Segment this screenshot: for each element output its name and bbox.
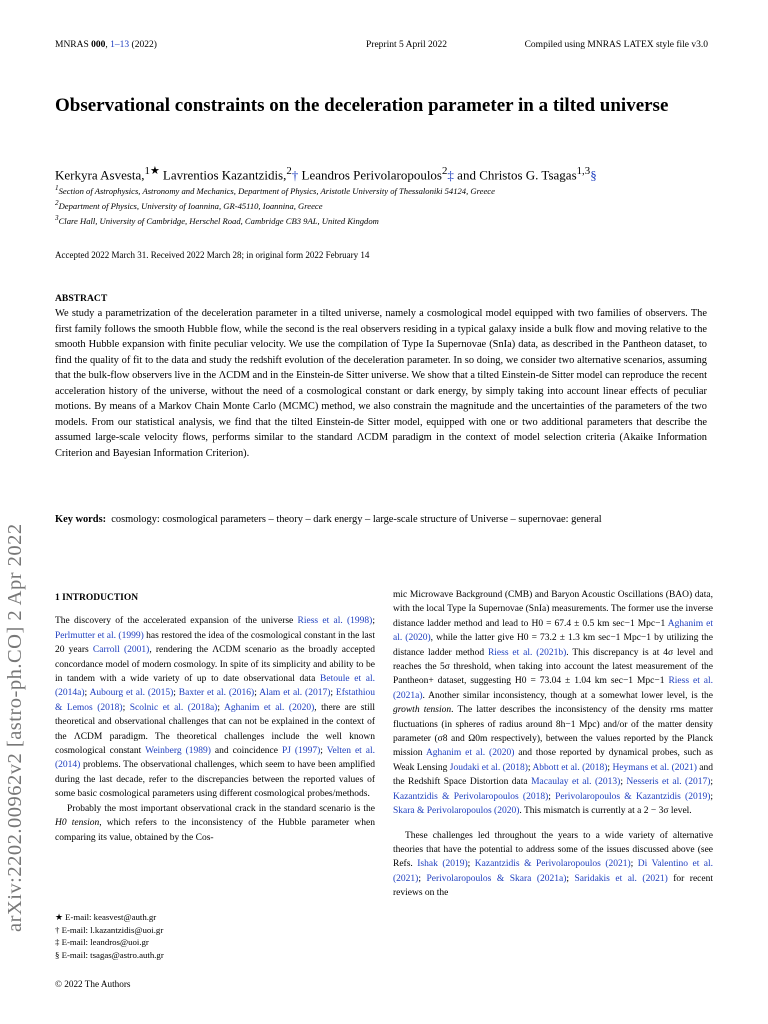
author-tsagas: and Christos G. Tsagas (453, 167, 577, 183)
citation-link[interactable]: PJ (1997) (281, 746, 321, 757)
keywords-text: cosmology: cosmological parameters – theory – dark energy – large-scale structure of Universe – supernovae: general (111, 514, 602, 525)
citation-link[interactable]: Abbott et al. (2018) (532, 762, 608, 773)
section-heading: 1 INTRODUCTION (55, 593, 139, 603)
citation-link[interactable]: Kazantzidis & Perivolaropoulos (2021) (474, 859, 631, 870)
abstract-heading: ABSTRACT (55, 293, 108, 304)
citation-link[interactable]: Ishak (2019) (417, 859, 468, 870)
affiliation: $^2$Department of Physics, University of Ioannina, GR-45110, Ioannina, Greece (55, 198, 323, 211)
citation-link[interactable]: Aubourg et al. (2015) (89, 688, 174, 699)
author-mark: 1,3 (576, 165, 591, 177)
footnote-link[interactable]: § (590, 167, 597, 183)
citation-link[interactable]: Weinberg (1989) (145, 746, 211, 757)
footnote: § E-mail: tsagas@astro.auth.gr (55, 949, 164, 960)
citation-link[interactable]: Perivolaropoulos & Skara (2021a) (426, 873, 567, 884)
footnote: ‡ E-mail: leandros@uoi.gr (55, 937, 149, 947)
author-kazantzidis: Lavrentios Kazantzidis, (159, 167, 287, 183)
footnotes (55, 911, 375, 961)
keywords-label: Key words: (55, 514, 107, 525)
citation-link[interactable]: Perlmutter et al. (1999) (55, 630, 144, 641)
pages-link[interactable]: 1–13 (110, 40, 130, 50)
volume: 000 (91, 40, 106, 50)
citation-link[interactable]: Aghanim et al. (2020) (393, 618, 714, 644)
keywords (55, 512, 707, 528)
footnote-link[interactable]: ‡ (447, 167, 454, 183)
author-perivolaropoulos: Leandros Perivolaropoulos (298, 167, 442, 183)
citation-link[interactable]: Aghanim et al. (2020) (425, 748, 515, 759)
citation-link[interactable]: Perivolaropoulos & Kazantzidis (2019) (555, 791, 711, 802)
citation-link[interactable]: Aghanim et al. (2020) (223, 702, 315, 713)
citation-link[interactable]: Joudaki et al. (2018) (449, 762, 528, 773)
intro-column-left (55, 591, 375, 845)
paragraph: These challenges led throughout the years to a wide variety of alternative theories that have the potential to address some of the issues discussed above (see Refs. Ishak (2019); Kazantzidis & Perivolaropoulos (2021); Di Valentino et al. (2021); Perivolaropoulos & Skara (2021a); Saridakis et al. (2021) for recent reviews on the (393, 830, 714, 899)
author-mark: 2 (286, 165, 292, 177)
affiliation: $^1$Section of Astrophysics, Astronomy and Mechanics, Department of Physics, Aristotle University of Thessaloniki 54124, Greece (55, 184, 495, 196)
paragraph: mic Microwave Background (CMB) and Baryon Acoustic Oscillations (BAO) data, with the local Type Ia Supernovae (SnIa) measurements. The former use the inverse distance ladder method and lead to H0 = 67.4 ± 0.5 km sec−1 Mpc−1 Aghanim et al. (2020), while the latter give H0 = 73.2 ± 1.3 km sec−1 Mpc−1 by utilizing the distance ladder method Riess et al. (2021b). This discrepancy is at 4σ level and reaches the 5σ threshold, when taking into account the latest measurement of the Pantheon+ dataset, suggesting H0 = 73.04 ± 1.04 km sec−1 Mpc−1 Riess et al. (2021a). Another similar inconsistency, though at a somewhat lower level, is the growth tension. The latter describes the inconsistency of the density rms matter fluctuations (in spheres of radius around 8h−1 Mpc) and/or of the matter density parameter (σ8 and Ω0m respectively), between the values reported by the Planck mission Aghanim et al. (2020) and those reported by dynamical probes, such as Weak Lensing Joudaki et al. (2018); Abbott et al. (2018); Heymans et al. (2021) and the Redshift Space Distortion data Macaulay et al. (2013); Nesseris et al. (2017); Kazantzidis & Perivolaropoulos (2018); Perivolaropoulos & Kazantzidis (2019); Skara & Perivolaropoulos (2020). This mismatch is currently at a 2 − 3σ level. (393, 590, 714, 817)
citation-link[interactable]: Alam et al. (2017) (259, 688, 331, 699)
footnote: † E-mail: l.kazantzidis@uoi.gr (55, 924, 164, 935)
author-mark: 1★ (144, 165, 160, 177)
citation-link[interactable]: Scolnic et al. (2018a) (129, 702, 218, 713)
paragraph: The discovery of the accelerated expansion of the universe Riess et al. (1998); Perlmutter et al. (1999) has restored the idea of the cosmological constant in the last 20 years Carroll (2001), rendering the ΛCDM scenario as the broadly accepted concordance model of modern cosmology. In spite of its simplicity and ability to be in tandem with a wide variety of up to date observational data Betoule et al. (2014a); Aubourg et al. (2015); Baxter et al. (2016); Alam et al. (2017); Efstathiou & Lemos (2018); Scolnic et al. (2018a); Aghanim et al. (2020), there are still theoretical and observational challenges that can not be explained in the context of the ΛCDM paradigm. The theoretical challenges include the well known cosmological constant Weinberg (1989) and coincidence PJ (1997); Velten et al. (2014) problems. The observational challenges, which seem to have been amplified during the last decade, refer to the discrepancies between the reported values of some basic cosmological parameters using different cosmological probes/methods. (55, 616, 376, 800)
author-list (55, 163, 715, 183)
citation-link[interactable]: Macaulay et al. (2013) (531, 777, 621, 788)
citation-link[interactable]: Riess et al. (1998) (297, 616, 373, 627)
affiliations (55, 182, 715, 227)
paragraph: Probably the most important observational crack in the standard scenario is the H0 tension, which refers to the inconsistency of the Hubble parameter when comparing its value, obtained by the Cos- (55, 803, 375, 843)
paper-title: Observational constraints on the deceleration parameter in a tilted universe (55, 95, 669, 116)
intro-column-right (393, 588, 713, 901)
citation-link[interactable]: Riess et al. (2021b) (487, 647, 567, 658)
citation-link[interactable]: Riess et al. (2021a) (393, 676, 713, 701)
citation-link[interactable]: Skara & Perivolaropoulos (2020) (393, 806, 520, 817)
citation-link[interactable]: Carroll (2001) (92, 645, 150, 656)
citation-link[interactable]: Efstathiou & Lemos (2018) (55, 688, 375, 713)
citation-link[interactable]: Baxter et al. (2016) (178, 688, 255, 699)
citation-link[interactable]: Saridakis et al. (2021) (574, 873, 668, 884)
citation-link[interactable]: Heymans et al. (2021) (612, 762, 697, 773)
footnote-link[interactable]: † (291, 167, 299, 183)
citation-link[interactable]: Velten et al. (2014) (55, 746, 376, 771)
citation-link[interactable]: Kazantzidis & Perivolaropoulos (2018) (393, 791, 549, 802)
compiled-note: Compiled using MNRAS LATEX style file v3.0 (524, 40, 708, 50)
copyright: © 2022 The Authors (55, 979, 131, 989)
author-mark: 2 (442, 165, 448, 177)
arxiv-stamp: arXiv:2202.00962v2 [astro-ph.CO] 2 Apr 2022 (4, 523, 26, 932)
journal-ref: MNRAS 000, 1–13 (2022) (55, 40, 157, 50)
footnote: ★ E-mail: keasvest@auth.gr (55, 912, 157, 922)
author-asvesta: Kerkyra Asvesta, (55, 167, 145, 183)
publication-dates: Accepted 2022 March 31. Received 2022 March 28; in original form 2022 February 14 (55, 250, 370, 260)
affiliation: $^3$Clare Hall, University of Cambridge, Herschel Road, Cambridge CB3 9AL, United Kingdom (55, 213, 379, 226)
citation-link[interactable]: Betoule et al. (2014a) (55, 674, 375, 699)
citation-link[interactable]: Di Valentino et al. (2021) (393, 859, 714, 884)
abstract-text: We study a parametrization of the deceleration parameter in a tilted universe, namely a cosmological model equipped with two families of observers. The first family follows the smooth Hubble flow, while the second is the real observers residing in a typical galaxy inside a bulk flow and moving relative to the smooth Hubble expansion with finite peculiar velocity. We use the compilation of Type Ia Supernovae (SnIa) data, as described in the Pantheon dataset, to find the quality of fit to the data and study the redshift evolution of the deceleration parameter. In so doing, we consider two alternative scenarios, assuming that the bulk-flow observers live in the ΛCDM and in the Einstein-de Sitter universe. We show that a tilted Einstein-de Sitter model can reproduce the recent acceleration history of the universe, without the need of a cosmological constant or dark energy, by simply taking into account linear effects of peculiar motions. By means of a Markov Chain Monte Carlo (MCMC) method, we also constrain the magnitude and the uncertainties of the parameters of the two models. From our statistical analysis, we find that the tilted Einstein-de Sitter model, equipped with one or two additional parameters that describe the assumed large-scale velocity flows, performs similar to the standard ΛCDM paradigm in the context of model selection criteria (Akaike Information Criterion and Bayesian Information Criterion). (55, 308, 707, 459)
citation-link[interactable]: Nesseris et al. (2017) (626, 777, 711, 788)
preprint-date: Preprint 5 April 2022 (366, 40, 448, 50)
running-header (55, 40, 708, 54)
